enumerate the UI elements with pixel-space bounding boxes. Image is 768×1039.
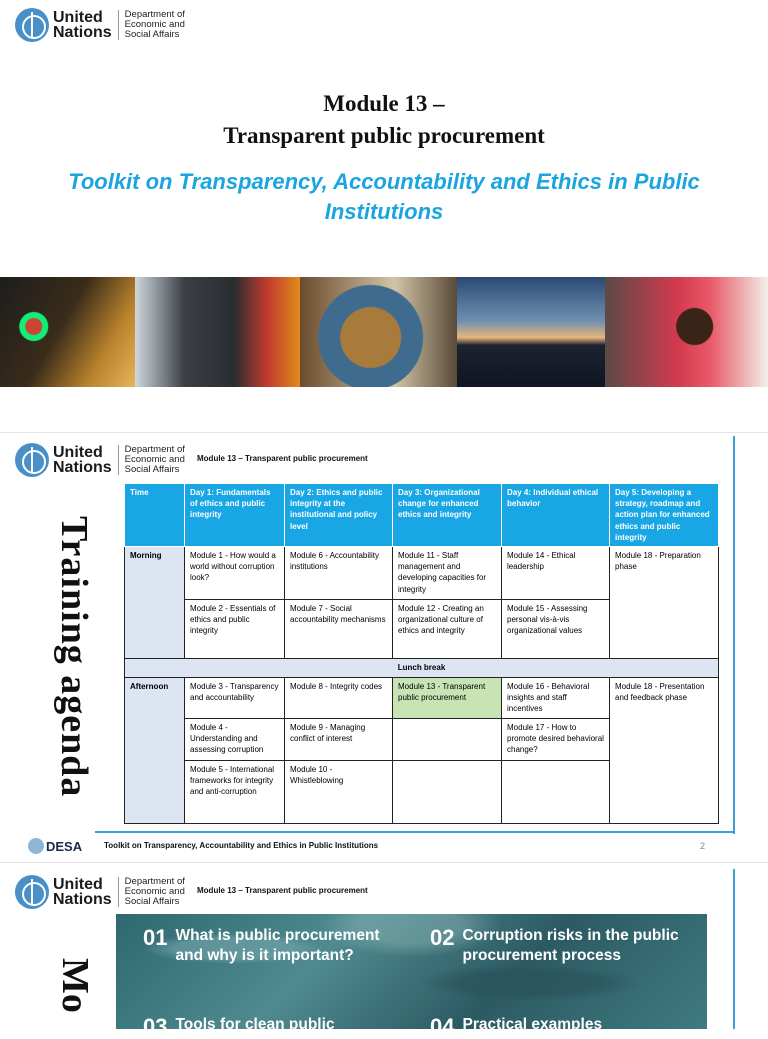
logo-divider	[118, 877, 119, 907]
lunch-break-label: Lunch break	[125, 659, 719, 678]
un-name: United Nations	[53, 444, 112, 476]
un-emblem-icon	[15, 875, 49, 909]
topic-text: Tools for clean public	[175, 1016, 335, 1033]
table-cell: Module 4 - Understanding and assessing corruption	[185, 719, 285, 761]
un-name: United Nations	[53, 9, 112, 41]
desa-emblem-icon	[28, 838, 44, 854]
column-header: Day 1: Fundamentals of ethics and public integrity	[185, 484, 285, 547]
table-cell	[502, 761, 610, 824]
morning-label: Morning	[125, 547, 185, 659]
topic-number: 02	[430, 925, 455, 950]
footer-line	[95, 831, 735, 833]
table-row	[125, 678, 719, 719]
side-title: Mo	[54, 958, 96, 1013]
topic-number: 01	[143, 925, 168, 950]
photo-globe	[300, 277, 457, 387]
right-accent-line	[733, 436, 735, 834]
logo-divider	[118, 445, 119, 475]
photo-sunset-landscape	[457, 277, 605, 387]
un-logo	[15, 875, 185, 909]
un-logo	[15, 443, 185, 477]
table-cell: Module 12 - Creating an organizational culture of ethics and integrity	[393, 600, 502, 659]
table-cell: Module 11 - Staff management and developing capacities for integrity	[393, 547, 502, 600]
topic-number: 03	[143, 1014, 168, 1039]
table-cell: Module 9 - Managing conflict of interest	[285, 719, 393, 761]
photo-child-studying	[605, 277, 768, 387]
un-emblem-icon	[15, 8, 49, 42]
table-cell	[393, 761, 502, 824]
table-cell: Module 10 - Whistleblowing	[285, 761, 393, 824]
training-agenda-title: Training agenda	[53, 516, 95, 798]
table-row	[125, 547, 719, 600]
table-header-row	[125, 484, 719, 547]
agenda-slide	[0, 432, 768, 860]
table-cell: Module 5 - International frameworks for integrity and anti-corruption	[185, 761, 285, 824]
un-department: Department of Economic and Social Affairs	[124, 9, 185, 40]
overview-slide	[0, 862, 768, 1039]
photo-sdg-wheel	[0, 277, 135, 387]
table-cell: Module 3 - Transparency and accountability	[185, 678, 285, 719]
un-emblem-icon	[15, 443, 49, 477]
table-cell: Module 16 - Behavioral insights and staff incentives	[502, 678, 610, 719]
topic-item	[430, 1015, 700, 1039]
column-header: Day 3: Organizational change for enhanced ethics and integrity	[393, 484, 502, 547]
topic-item	[143, 1015, 393, 1039]
topic-text: What is public procurement and why is it important?	[175, 927, 380, 964]
lunch-row	[125, 659, 719, 678]
table-cell: Module 14 - Ethical leadership	[502, 547, 610, 600]
table-cell: Module 15 - Assessing personal vis-à-vis organizational values	[502, 600, 610, 659]
table-cell: Module 8 - Integrity codes	[285, 678, 393, 719]
title-slide	[0, 0, 768, 430]
page-number: 2	[700, 841, 706, 851]
topic-item	[430, 926, 700, 966]
logo-divider	[118, 10, 119, 40]
topic-text: Corruption risks in the public procurement process	[462, 927, 679, 964]
un-logo	[15, 8, 185, 42]
table-cell	[393, 719, 502, 761]
table-cell: Module 1 - How would a world without corruption look?	[185, 547, 285, 600]
desa-logo: DESA	[28, 838, 82, 854]
un-department: Department of Economic and Social Affairs	[124, 876, 185, 907]
afternoon-label: Afternoon	[125, 678, 185, 824]
topic-number: 04	[430, 1014, 455, 1039]
current-module-cell: Module 13 - Transparent public procurement	[393, 678, 502, 719]
table-cell: Module 18 - Presentation and feedback phase	[610, 678, 719, 824]
toolkit-subtitle: Toolkit on Transparency, Accountability and Ethics in Public Institutions	[68, 169, 700, 224]
column-header: Day 2: Ethics and public integrity at the institutional and policy level	[285, 484, 393, 547]
column-header: Day 4: Individual ethical behavior	[502, 484, 610, 547]
right-accent-line	[733, 869, 735, 1029]
topic-text: Practical examples	[462, 1016, 603, 1033]
photo-strip	[0, 277, 768, 387]
table-cell: Module 18 - Preparation phase	[610, 547, 719, 659]
slide-header: Module 13 – Transparent public procurement	[197, 886, 368, 895]
table-cell: Module 6 - Accountability institutions	[285, 547, 393, 600]
table-cell: Module 17 - How to promote desired behavioral change?	[502, 719, 610, 761]
module-title-line1: Module 13 –	[323, 91, 445, 116]
un-department: Department of Economic and Social Affairs	[124, 444, 185, 475]
topic-item	[143, 926, 393, 966]
un-name: United Nations	[53, 876, 112, 908]
slide-header: Module 13 – Transparent public procurement	[197, 454, 368, 463]
agenda-table	[124, 483, 719, 824]
table-cell: Module 2 - Essentials of ethics and public integrity	[185, 600, 285, 659]
column-header: Day 5: Developing a strategy, roadmap and action plan for enhanced ethics and public integrity	[610, 484, 719, 547]
table-cell: Module 7 - Social accountability mechanisms	[285, 600, 393, 659]
footer-text: Toolkit on Transparency, Accountability and Ethics in Public Institutions	[104, 841, 379, 850]
photo-group-delegates	[135, 277, 300, 387]
column-header: Time	[125, 484, 185, 547]
topics-panel	[116, 914, 707, 1039]
module-title-line2: Transparent public procurement	[223, 123, 545, 148]
